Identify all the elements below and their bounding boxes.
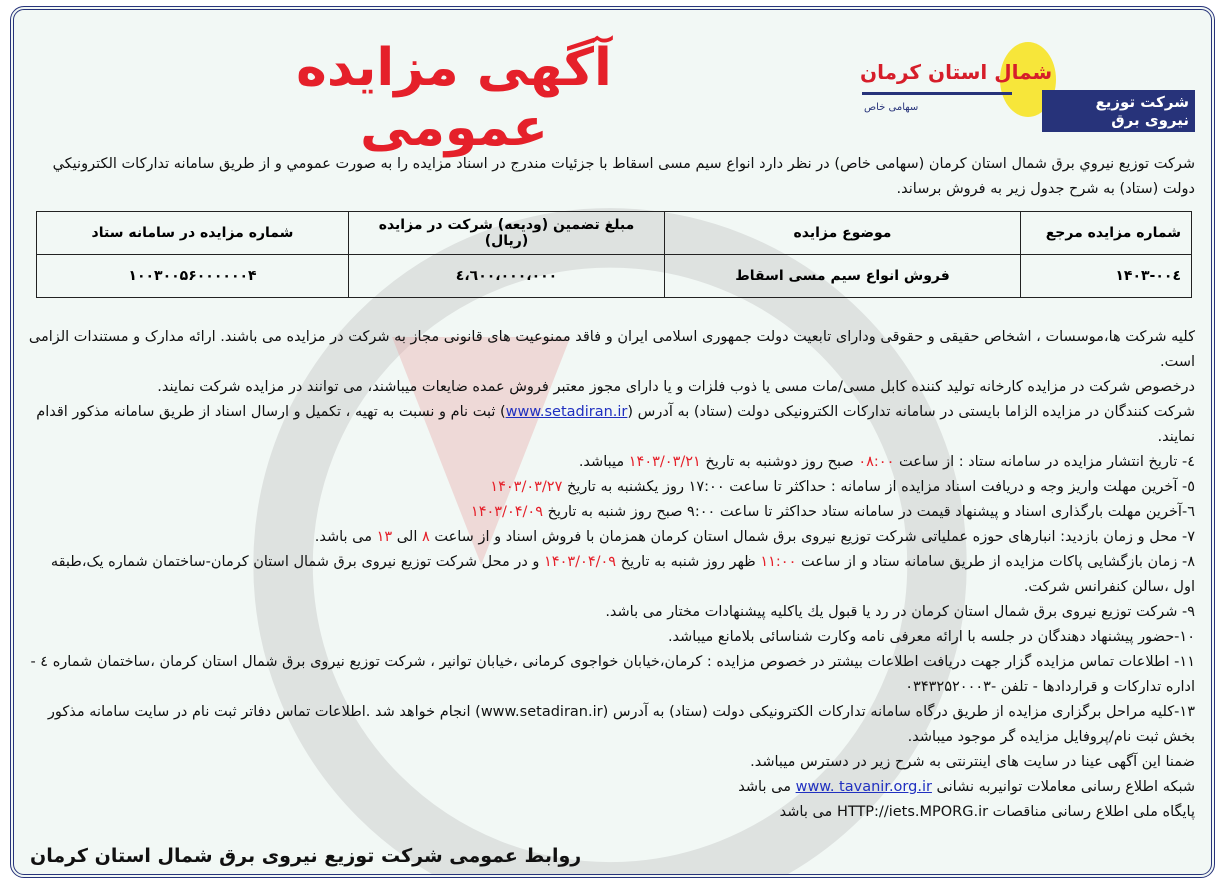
highlighted-value: ۱۴۰۳/۰۴/۰۹ bbox=[470, 504, 543, 520]
highlighted-value: ۱۴۰۳/۰۴/۰۹ bbox=[544, 554, 617, 570]
condition-paragraph bbox=[26, 450, 1195, 475]
paragraph-text: ۱۱- اطلاعات تماس مزایده گزار جهت دریافت اطلاعات بیشتر در خصوص مزایده : کرمان،خیابان خواجوی کرمانی ،خیابان توانیر ، شرکت توزیع نیروی برق شمال استان کرمان ،ساختمان شماره ٤ - اداره تدارکات و قراردادها - تلفن -۰۳۴۳۲۵۲۰۰۰۳ bbox=[30, 654, 1195, 695]
paragraph-text: می باشد bbox=[738, 779, 796, 795]
highlighted-value: ۱۳ bbox=[376, 529, 393, 545]
cell-reference-number: ۱۴۰۳-۰۰٤ bbox=[1021, 255, 1192, 298]
logo-subtitle: سهامی خاص bbox=[864, 102, 919, 113]
paragraph-text: HTTP://iets.MPORG.ir bbox=[836, 804, 989, 820]
highlighted-value: ۱۴۰۳/۰۳/۲۷ bbox=[490, 479, 563, 495]
highlighted-value: ۰۸:۰۰ bbox=[858, 454, 895, 470]
website-link[interactable]: www.setadiran.ir bbox=[505, 404, 628, 420]
highlighted-value: ۱۱:۰۰ bbox=[760, 554, 797, 570]
paragraph-text: ) ثبت نام و نسبت به تهیه ، تکمیل و ارسال اسناد از طریق سامانه مذکور اقدام نمایند. bbox=[36, 404, 1195, 445]
paragraph-text: ۷- محل و زمان بازدید: انبارهای حوزه عملیاتی شرکت توزیع نیروی برق شمال استان کرمان همزمان با فروش اسناد و از ساعت bbox=[429, 529, 1195, 545]
paragraph-text: ۱۳-کلیه مراحل برگزاری مزایده از طریق درگاه سامانه تدارکات الکترونیکی دولت (ستاد) به آدرس (www.setadiran.ir) انجام خواهد شد .اطلاعات تماس دفاتر ثبت نام در سایت سامانه مذکور بخش ثبت نام/پروفایل مزایده گر موجود میباشد. bbox=[47, 704, 1195, 745]
paragraph-text: می باشد bbox=[779, 804, 837, 820]
paragraph-text: ۱۰-حضور پیشنهاد دهندگان در جلسه با ارائه معرفی نامه وکارت شناسائی بلامانع میباشد. bbox=[667, 629, 1195, 645]
condition-paragraph bbox=[26, 375, 1195, 400]
paragraph-text: درخصوص شرکت در مزایده کارخانه تولید کننده کابل مسی/مات مسی یا ذوب فلزات و یا دارای مجوز معتبر فروش عمده ضایعات میباشند، می توانند در مزایده شرکت نمایند. bbox=[157, 379, 1195, 395]
conditions-list bbox=[26, 325, 1195, 825]
website-link[interactable]: www. tavanir.org.ir bbox=[795, 779, 932, 795]
paragraph-text: ظهر روز شنبه به تاریخ bbox=[616, 554, 761, 570]
paragraph-text: کلیه شرکت ها،موسسات ، اشخاص حقیقی و حقوقی ودارای تابعیت دولت جمهوری اسلامی ایران و فاقد ممنوعیت های قانونی مجاز به شرکت در مزایده می باشند. ارائه مدارک و مستندات الزامی است. bbox=[28, 329, 1195, 370]
condition-paragraph bbox=[26, 550, 1195, 600]
auction-table bbox=[36, 211, 1192, 298]
condition-paragraph bbox=[26, 775, 1195, 800]
header-subject: موضوع مزایده bbox=[665, 212, 1021, 255]
paragraph-text: می باشد. bbox=[314, 529, 377, 545]
highlighted-value: ۸ bbox=[421, 529, 430, 545]
notice-frame bbox=[10, 6, 1215, 878]
paragraph-text: شبکه اطلاع رسانی معاملات توانیربه نشانی bbox=[931, 779, 1195, 795]
condition-paragraph bbox=[26, 625, 1195, 650]
condition-paragraph bbox=[26, 600, 1195, 625]
paragraph-text: ۸- زمان بازگشایی پاکات مزایده از طریق سامانه ستاد و از ساعت bbox=[796, 554, 1195, 570]
cell-deposit: ٤،٦۰۰،۰۰۰،۰۰۰ bbox=[349, 255, 665, 298]
header-setad-number: شماره مزایده در سامانه ستاد bbox=[37, 212, 349, 255]
logo-name-red: شمال استان کرمان bbox=[860, 60, 1053, 84]
paragraph-text: شرکت کنندگان در مزایده الزاما بایستی در سامانه تدارکات الکترونیکی دولت (ستاد) به آدرس ( bbox=[627, 404, 1195, 420]
header-reference-number: شماره مزایده مرجع bbox=[1021, 212, 1192, 255]
table-row bbox=[37, 255, 1192, 298]
paragraph-text: ۹- شرکت توزیع نیروی برق شمال استان کرمان در رد یا قبول یك یاکلیه پیشنهادات مختار می باشد. bbox=[605, 604, 1195, 620]
intro-paragraph: شرکت توزیع نیروي برق شمال استان کرمان (سهامی خاص) در نظر دارد انواع سیم مسی اسقاط با جزئیات مندرج در اسناد مزایده را به صورت عمومي و از طريق سامانه تداركات الكترونيكي دولت (ستاد) به شرح جدول زیر به فروش برساند. bbox=[52, 156, 1195, 197]
logo-divider bbox=[862, 92, 1012, 95]
paragraph-text: ٤- تاریخ انتشار مزایده در سامانه ستاد : از ساعت bbox=[894, 454, 1195, 470]
cell-subject: فروش انواع سیم مسی اسقاط bbox=[665, 255, 1021, 298]
page-title: آگهی مزایده عمومی bbox=[296, 38, 612, 158]
condition-paragraph bbox=[26, 700, 1195, 750]
condition-paragraph bbox=[26, 500, 1195, 525]
condition-paragraph bbox=[26, 325, 1195, 375]
condition-paragraph bbox=[26, 475, 1195, 500]
paragraph-text: و در محل شرکت توزیع نیروی برق شمال استان کرمان-ساختمان شماره یک،طبقه اول ،سالن کنفرانس شرکت. bbox=[50, 554, 1195, 595]
condition-paragraph bbox=[26, 750, 1195, 775]
table-header-row bbox=[37, 212, 1192, 255]
paragraph-text: ضمنا این آگهی عینا در سایت های اینترنتی به شرح زیر در دسترس میباشد. bbox=[750, 754, 1195, 770]
paragraph-text: پایگاه ملی اطلاع رسانی مناقصات bbox=[988, 804, 1195, 820]
condition-paragraph bbox=[26, 525, 1195, 550]
paragraph-text: ٦-آخرین مهلت بارگذاری اسناد و پیشنهاد قیمت در سامانه ستاد حداکثر تا ساعت ۹:۰۰ صبح روز شنبه به تاریخ bbox=[542, 504, 1195, 520]
paragraph-text: صبح روز دوشنبه به تاریخ bbox=[700, 454, 859, 470]
highlighted-value: ۱۴۰۳/۰۳/۲۱ bbox=[628, 454, 701, 470]
condition-paragraph bbox=[26, 400, 1195, 450]
header-deposit: مبلغ تضمین (ودیعه) شرکت در مزایده (ریال) bbox=[349, 212, 665, 255]
paragraph-text: ٥- آخرین مهلت واریز وجه و دریافت اسناد مزایده از سامانه : حداکثر تا ساعت ۱۷:۰۰ روز یکشنبه به تاریخ bbox=[562, 479, 1195, 495]
footer-signature: روابط عمومی شرکت توزیع نیروی برق شمال استان کرمان bbox=[30, 845, 582, 867]
cell-setad-number: ۱۰۰۳۰۰۵۶۰۰۰۰۰۰۴ bbox=[37, 255, 349, 298]
paragraph-text: میباشد. bbox=[578, 454, 629, 470]
paragraph-text: الی bbox=[392, 529, 422, 545]
condition-paragraph bbox=[26, 800, 1195, 825]
condition-paragraph bbox=[26, 650, 1195, 700]
company-logo bbox=[850, 32, 1195, 127]
logo-name-blue: شرکت توزیع نیروی برق bbox=[1042, 90, 1195, 132]
